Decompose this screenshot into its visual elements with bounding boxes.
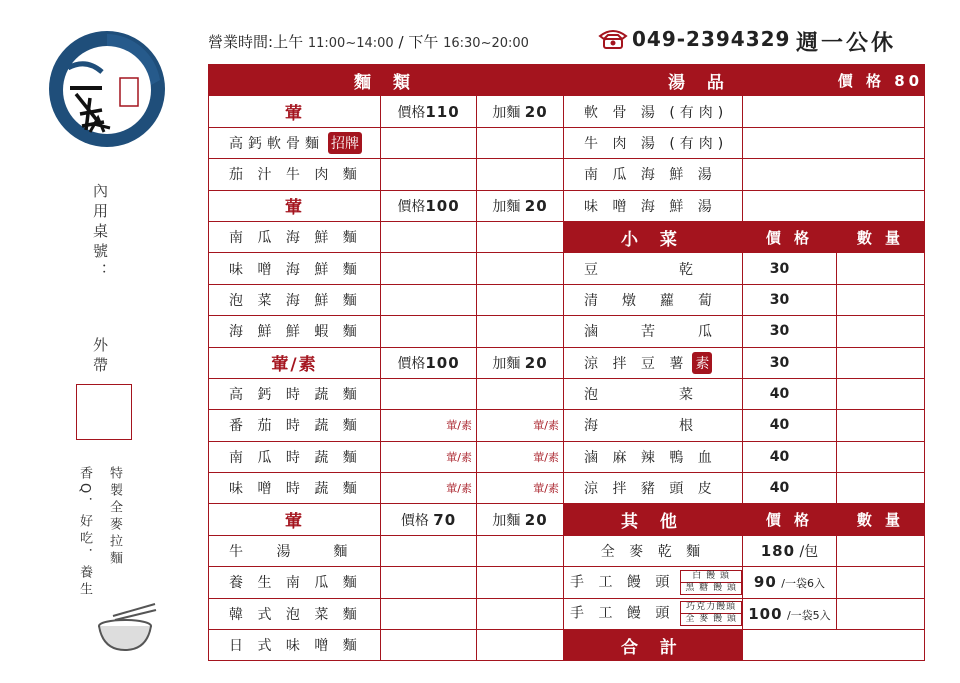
other-qty-cell[interactable] (836, 535, 924, 566)
qty-cell[interactable] (477, 284, 564, 315)
qty-cell[interactable] (477, 221, 564, 252)
other-qty-cell[interactable] (836, 598, 924, 629)
option-cell[interactable]: 葷/素 (381, 473, 477, 504)
soup-qty-cell[interactable] (742, 127, 924, 158)
noodle-item: 海 鮮 鮮 蝦 麵 (209, 316, 381, 347)
noodle-section-extra: 加麵 20 (477, 190, 564, 221)
noodle-section-extra: 加麵 20 (477, 96, 564, 127)
closed-day: 週一公休 (796, 31, 897, 56)
soup-item: 味 噌 海 鮮 湯 (564, 190, 743, 221)
other-price: 90 /一袋6入 (742, 567, 836, 598)
qty-cell[interactable] (381, 221, 477, 252)
side-qty-cell[interactable] (836, 284, 924, 315)
am-time: 11:00~14:00 (307, 36, 394, 51)
qty-cell[interactable] (381, 378, 477, 409)
logo (46, 28, 168, 154)
qty-cell[interactable] (381, 127, 477, 158)
menu-table (208, 64, 925, 661)
other-item: 手 工 饅 頭 白 饅 頭 黑 糖 饅 頭 (564, 567, 743, 598)
other-item: 全 麥 乾 麵 (564, 535, 743, 566)
slogan-qualities: 香Q．好吃．養生 (77, 466, 92, 600)
pm-time: 16:30~20:00 (443, 36, 529, 51)
side-price: 40 (742, 378, 836, 409)
soups-price-header: 價 格 80 (836, 65, 924, 96)
others-qty-header: 數 量 (836, 504, 924, 535)
soup-item: 南 瓜 海 鮮 湯 (564, 159, 743, 190)
side-price: 30 (742, 253, 836, 284)
soup-item: 軟 骨 湯 (有肉) (564, 96, 743, 127)
soup-item: 牛 肉 湯 (有肉) (564, 127, 743, 158)
noodle-section-label: 葷 (209, 96, 381, 127)
signature-badge: 招牌 (328, 132, 362, 154)
qty-cell[interactable] (381, 535, 477, 566)
option-cell[interactable]: 葷/素 (477, 410, 564, 441)
qty-cell[interactable] (381, 598, 477, 629)
qty-cell[interactable] (477, 127, 564, 158)
side-price: 30 (742, 316, 836, 347)
qty-cell[interactable] (381, 316, 477, 347)
side-item: 涼 拌 豬 頭 皮 (564, 473, 743, 504)
soup-qty-cell[interactable] (742, 159, 924, 190)
qty-cell[interactable] (477, 535, 564, 566)
side-qty-cell[interactable] (836, 316, 924, 347)
phone-number: 049-2394329 (632, 27, 791, 51)
side-item: 清 燉 蘿 蔔 (564, 284, 743, 315)
others-header: 其 他 (564, 504, 743, 535)
dine-in-table-label: 內用桌號： (91, 183, 109, 283)
noodle-section-extra: 加麵 20 (477, 504, 564, 535)
noodle-item: 韓 式 泡 菜 麵 (209, 598, 381, 629)
bun-variants: 白 饅 頭 黑 糖 饅 頭 (680, 570, 742, 595)
sides-price-header: 價 格 (742, 221, 836, 252)
noodle-item: 泡 菜 海 鮮 麵 (209, 284, 381, 315)
qty-cell[interactable] (381, 630, 477, 661)
side-price: 40 (742, 441, 836, 472)
noodle-item: 日 式 味 噌 麵 (209, 630, 381, 661)
side-qty-cell[interactable] (836, 253, 924, 284)
other-item: 手 工 饅 頭 巧克力饅頭 全 麥 饅 頭 (564, 598, 743, 629)
noodle-item: 高鈣軟骨麵 招牌 (209, 127, 381, 158)
noodle-item: 南 瓜 海 鮮 麵 (209, 221, 381, 252)
hours-label: 營業時間: (208, 33, 274, 51)
noodle-section-price: 價格110 (381, 96, 477, 127)
qty-cell[interactable] (477, 378, 564, 409)
takeout-checkbox[interactable] (76, 384, 132, 440)
pm-label: 下午 (408, 33, 439, 51)
total-label: 合 計 (564, 630, 743, 661)
qty-cell[interactable] (381, 567, 477, 598)
noodle-section-price: 價格 70 (381, 504, 477, 535)
side-qty-cell[interactable] (836, 473, 924, 504)
side-price: 30 (742, 284, 836, 315)
qty-cell[interactable] (381, 284, 477, 315)
side-qty-cell[interactable] (836, 410, 924, 441)
sides-qty-header: 數 量 (836, 221, 924, 252)
side-qty-cell[interactable] (836, 378, 924, 409)
qty-cell[interactable] (381, 159, 477, 190)
qty-cell[interactable] (477, 253, 564, 284)
hours-separator: / (398, 33, 404, 51)
option-cell[interactable]: 葷/素 (477, 441, 564, 472)
phone (598, 27, 790, 51)
noodle-section-label: 葷 (209, 504, 381, 535)
qty-cell[interactable] (381, 253, 477, 284)
noodle-item: 番 茄 時 蔬 麵 (209, 410, 381, 441)
vegetarian-badge: 素 (692, 352, 712, 374)
option-cell[interactable]: 葷/素 (477, 473, 564, 504)
side-item: 涼 拌 豆 薯 素 (564, 347, 743, 378)
side-qty-cell[interactable] (836, 441, 924, 472)
takeout-label: 外帶 (91, 337, 109, 377)
noodle-item: 牛 湯 麵 (209, 535, 381, 566)
side-qty-cell[interactable] (836, 347, 924, 378)
noodle-item: 高 鈣 時 蔬 麵 (209, 378, 381, 409)
option-cell[interactable]: 葷/素 (381, 441, 477, 472)
other-price: 180 /包 (742, 535, 836, 566)
option-cell[interactable]: 葷/素 (381, 410, 477, 441)
noodle-item: 茄 汁 牛 肉 麵 (209, 159, 381, 190)
other-price: 100 /一袋5入 (742, 598, 836, 629)
qty-cell[interactable] (477, 316, 564, 347)
noodle-section-label: 葷 (209, 190, 381, 221)
total-cell[interactable] (742, 630, 924, 661)
slogan-wholewheat: 特製全麥拉麵 (107, 466, 122, 568)
noodle-item: 養 生 南 瓜 麵 (209, 567, 381, 598)
others-price-header: 價 格 (742, 504, 836, 535)
qty-cell[interactable] (477, 567, 564, 598)
telephone-icon (598, 28, 628, 50)
side-item: 豆 乾 (564, 253, 743, 284)
noodle-item: 味 噌 時 蔬 麵 (209, 473, 381, 504)
side-item: 泡 菜 (564, 378, 743, 409)
noodle-item: 南 瓜 時 蔬 麵 (209, 441, 381, 472)
business-hours (208, 31, 529, 52)
side-item: 滷 苦 瓜 (564, 316, 743, 347)
side-price: 40 (742, 410, 836, 441)
noodle-item: 味 噌 海 鮮 麵 (209, 253, 381, 284)
soup-qty-cell[interactable] (742, 96, 924, 127)
soups-header: 湯 品 (564, 65, 837, 96)
side-price: 30 (742, 347, 836, 378)
side-price: 40 (742, 473, 836, 504)
qty-cell[interactable] (477, 630, 564, 661)
noodle-section-price: 價格100 (381, 347, 477, 378)
qty-cell[interactable] (477, 598, 564, 629)
am-label: 上午 (273, 33, 304, 51)
noodle-section-price: 價格100 (381, 190, 477, 221)
other-qty-cell[interactable] (836, 567, 924, 598)
bun-variants: 巧克力饅頭 全 麥 饅 頭 (680, 601, 742, 626)
side-item: 海 根 (564, 410, 743, 441)
noodle-section-extra: 加麵 20 (477, 347, 564, 378)
qty-cell[interactable] (477, 159, 564, 190)
soup-qty-cell[interactable] (742, 190, 924, 221)
bowl-icon (95, 598, 157, 658)
noodles-header: 麵 類 (209, 65, 564, 96)
sides-header: 小 菜 (564, 221, 743, 252)
side-item: 滷 麻 辣 鴨 血 (564, 441, 743, 472)
noodle-section-label: 葷/素 (209, 347, 381, 378)
